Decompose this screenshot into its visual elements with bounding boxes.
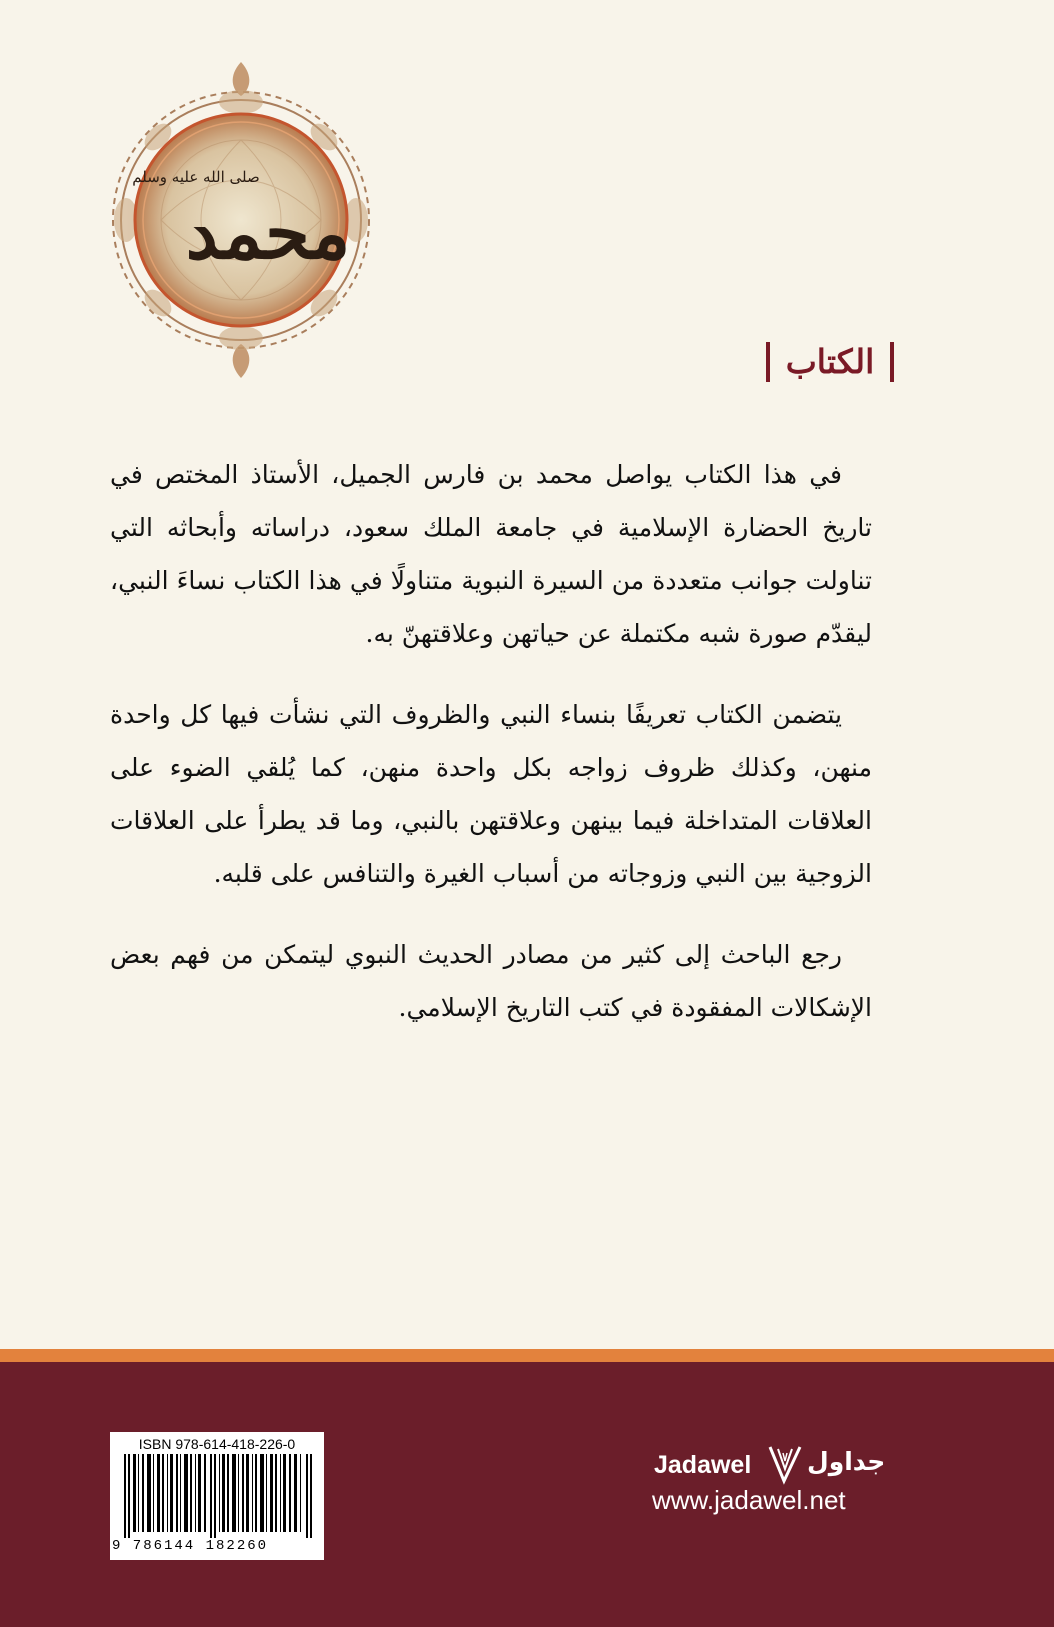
publisher-leaf-icon (766, 1445, 804, 1485)
orange-stripe (0, 1349, 1054, 1362)
description-paragraph: رجع الباحث إلى كثير من مصادر الحديث النبوي ليتمكن من فهم بعض الإشكالات المفقودة في كتب التاريخ الإسلامي. (110, 940, 872, 1022)
publisher-name-latin: Jadawel (654, 1451, 752, 1479)
heading-bar-right (890, 342, 894, 382)
calligraphy-medallion (108, 62, 374, 378)
publisher-website: www.jadawel.net (652, 1485, 846, 1515)
barcode-digits: 9 786144 182260 (112, 1538, 269, 1554)
book-description (110, 448, 872, 1062)
description-paragraph: في هذا الكتاب يواصل محمد بن فارس الجميل، الأستاذ المختص في تاريخ الحضارة الإسلامية في جامعة الملك سعود، دراساته وأبحاثه التي تناولت جوانب متعددة من السيرة النبوية متناولًا في هذا الكتاب نساءَ النبي، ليقدّم صورة شبه مكتملة عن حياتهن وعلاقتهنّ به. (110, 460, 872, 648)
calligraphy-main: محمد (185, 190, 351, 275)
publisher-name-arabic: جداول (807, 1447, 886, 1476)
heading-bar-left (766, 342, 770, 382)
section-title: الكتاب (785, 342, 875, 381)
isbn-barcode (110, 1432, 324, 1560)
description-paragraph: يتضمن الكتاب تعريفًا بنساء النبي والظروف التي نشأت فيها كل واحدة منهن، وكذلك ظروف زواجه بكل واحدة منهن، كما يُلقي الضوء على العلاقات المتداخلة فيما بينهن وعلاقتهن بالنبي، وما قد يطرأ على العلاقات الزوجية بين النبي وزوجاته من أسباب الغيرة والتنافس على قلبه. (110, 700, 872, 888)
publisher-logo (650, 1447, 900, 1551)
calligraphy-blessing: صلى الله عليه وسلم (132, 168, 260, 186)
section-heading (760, 338, 900, 390)
barcode-bars (124, 1454, 314, 1538)
isbn-label: ISBN 978-614-418-226-0 (138, 1436, 296, 1452)
